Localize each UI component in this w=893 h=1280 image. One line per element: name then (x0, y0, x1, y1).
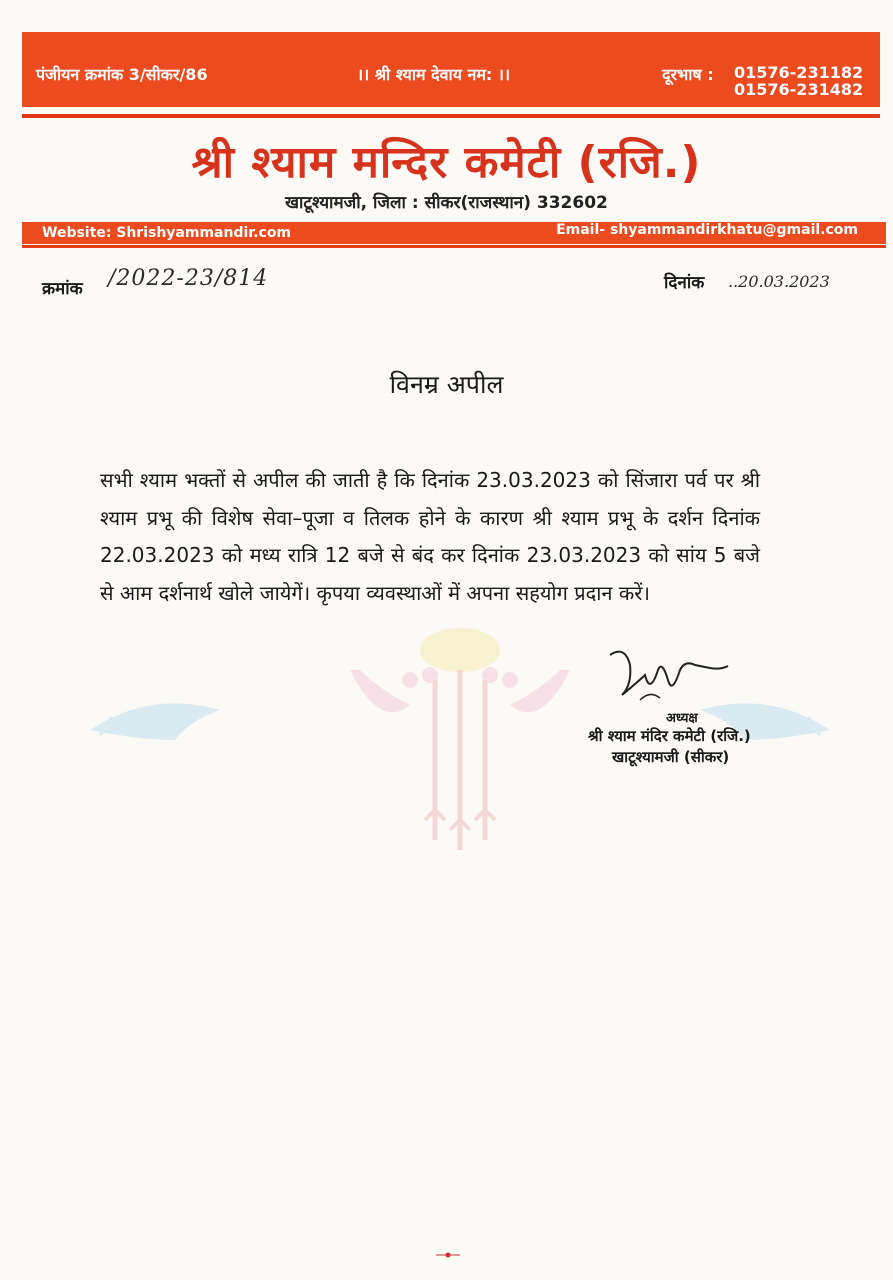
reference-number: /2022-23/814 (108, 266, 269, 291)
header-band (22, 32, 880, 107)
date-label: दिनांक (664, 273, 705, 293)
contact-band (22, 222, 886, 244)
website-text: Website: Shrishyammandir.com (42, 225, 292, 241)
header-divider (22, 114, 880, 118)
organization-title: श्री श्याम मन्दिर कमेटी (रजि.) (191, 137, 702, 188)
signature-icon (600, 640, 740, 710)
footer-ornament-icon (436, 1251, 460, 1259)
letter-body: सभी श्याम भक्तों से अपील की जाती है कि दिनांक 23.03.2023 को सिंजारा पर्व पर श्री श्याम प्रभू की विशेष सेवा–पूजा व तिलक होने के कारण श्री श्याम प्रभू के दर्शन दिनांक 22.03.2023 को मध्य रात्रि 12 बजे से बंद कर दिनांक 23.03.2023 को सांय 5 बजे से आम दर्शनार्थ खोले जायेगें। कृपया व्यवस्थाओं में अपना सहयोग प्रदान करें। (100, 468, 760, 605)
date-value: ..20.03.2023 (728, 272, 830, 291)
reference-label: क्रमांक (42, 279, 83, 299)
phone-number-2: 01576-231482 (734, 80, 864, 99)
phone-number-1: 01576-231182 (734, 63, 864, 82)
signatory-role: अध्यक्ष (666, 711, 698, 726)
email-text: Email- shyammandirkhatu@gmail.com (556, 222, 858, 238)
registration-number: पंजीयन क्रमांक 3/सीकर/86 (36, 65, 208, 84)
signatory-place: खाटूश्यामजी (सीकर) (612, 748, 730, 766)
letter-heading: विनम्र अपील (389, 370, 504, 399)
header-mantra: ।। श्री श्याम देवाय नम: ।। (357, 65, 511, 84)
contact-divider (22, 245, 886, 248)
signatory-organization: श्री श्याम मंदिर कमेटी (रजि.) (588, 727, 751, 745)
organization-address: खाटूश्यामजी, जिला : सीकर(राजस्थान) 332602 (285, 193, 608, 213)
phone-label: दूरभाष : (662, 65, 714, 84)
